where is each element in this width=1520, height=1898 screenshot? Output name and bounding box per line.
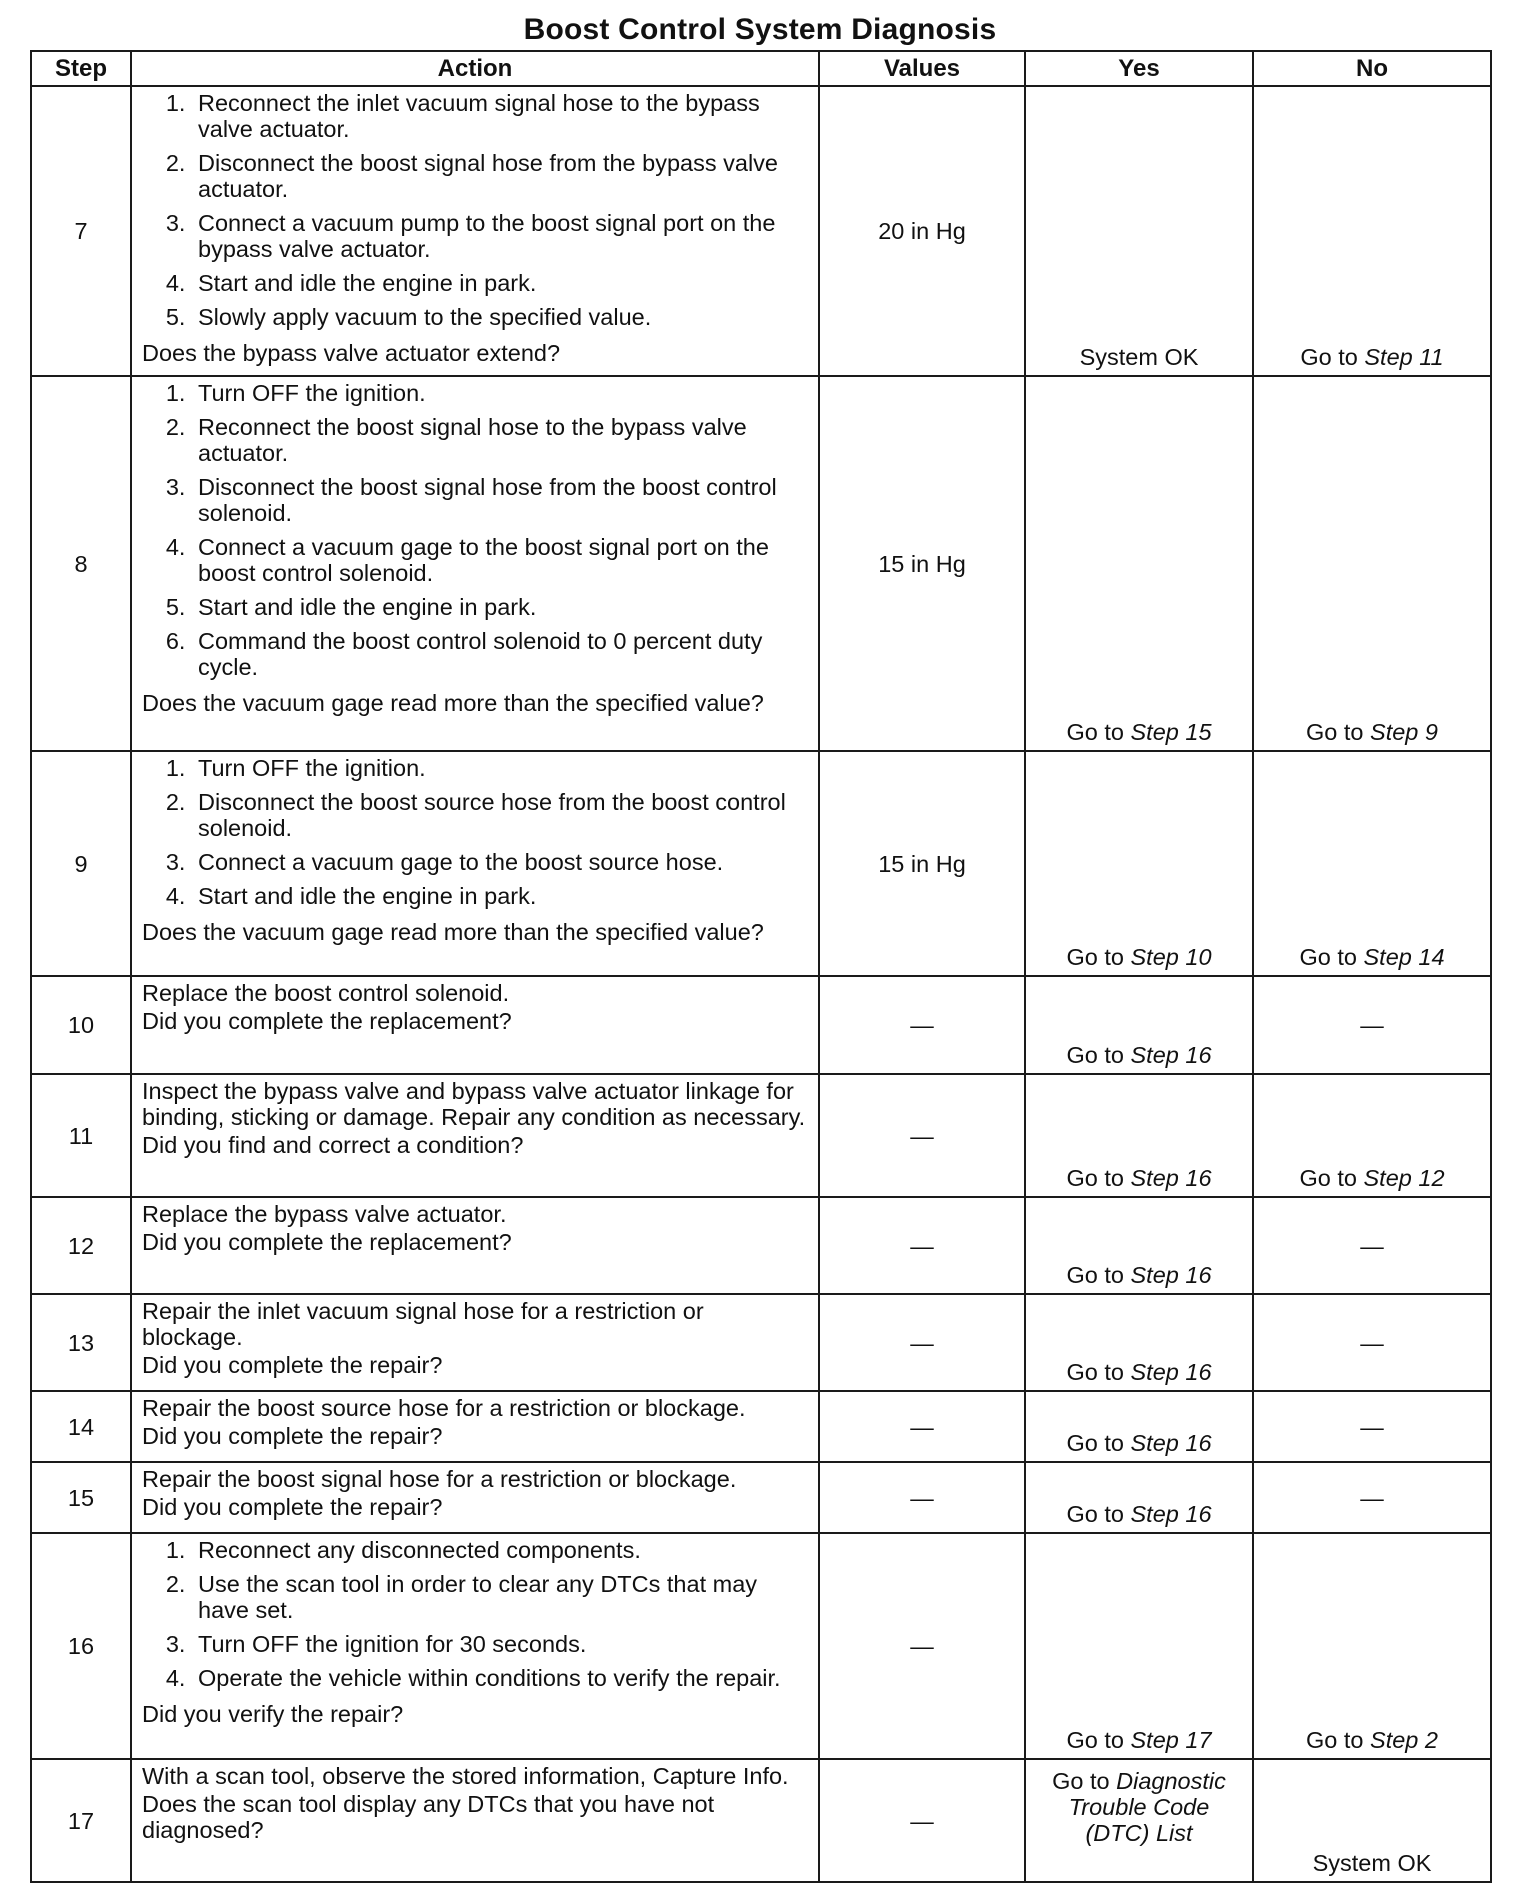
table-row: [31, 1391, 1491, 1462]
yes-prefix: Go to: [1052, 1768, 1117, 1794]
yes-prefix: Go to: [1066, 1359, 1131, 1385]
column-header-no: No: [1253, 51, 1491, 86]
action-step: 2. Disconnect the boost source hose from the boost control solenoid.: [192, 789, 810, 841]
action-cell: [131, 1197, 819, 1294]
no-step-link: Step 9: [1370, 719, 1438, 745]
yes-cell: [1025, 976, 1253, 1074]
yes-prefix: Go to: [1066, 1262, 1131, 1288]
action-cell: [131, 1759, 819, 1882]
no-step-link: Step 14: [1363, 944, 1445, 970]
yes-prefix: Go to: [1066, 944, 1131, 970]
action-question: Did you complete the repair?: [142, 1494, 443, 1520]
no-cell: [1253, 1074, 1491, 1197]
diagnosis-table: [30, 50, 1492, 1883]
action-step: 2. Disconnect the boost signal hose from the bypass valve actuator.: [192, 150, 810, 202]
action-question: Does the vacuum gage read more than the specified value?: [142, 690, 764, 716]
action-cell: [131, 1074, 819, 1197]
value-cell: 15 in Hg: [819, 751, 1025, 976]
no-cell: —: [1253, 1197, 1491, 1294]
yes-cell: [1025, 1462, 1253, 1533]
action-cell: [131, 751, 819, 976]
yes-prefix: Go to: [1066, 1501, 1131, 1527]
action-steps: [142, 755, 810, 917]
action-cell: [131, 1533, 819, 1759]
yes-prefix: Go to: [1066, 719, 1131, 745]
table-row: [31, 1294, 1491, 1391]
step-number: 13: [31, 1294, 131, 1391]
yes-cell: [1025, 751, 1253, 976]
yes-cell: [1025, 1074, 1253, 1197]
action-step: 5. Slowly apply vacuum to the specified value.: [192, 304, 810, 330]
yes-step-link: Step 10: [1130, 944, 1212, 970]
action-step: 1. Reconnect any disconnected components.: [192, 1537, 810, 1563]
step-number: 14: [31, 1391, 131, 1462]
action-step: 5. Start and idle the engine in park.: [192, 594, 810, 620]
action-step: 4. Connect a vacuum gage to the boost signal port on the boost control solenoid.: [192, 534, 810, 586]
value-cell: —: [819, 1533, 1025, 1759]
yes-cell: System OK: [1025, 86, 1253, 376]
yes-step-link: Step 16: [1130, 1359, 1212, 1385]
value-cell: —: [819, 976, 1025, 1074]
action-step: 4. Start and idle the engine in park.: [192, 883, 810, 909]
action-text: Repair the boost signal hose for a restriction or blockage.: [142, 1466, 737, 1492]
value-cell: —: [819, 1197, 1025, 1294]
yes-step-link: Step 16: [1130, 1262, 1212, 1288]
action-step: 1. Turn OFF the ignition.: [192, 755, 810, 781]
yes-prefix: Go to: [1066, 1430, 1131, 1456]
step-number: 16: [31, 1533, 131, 1759]
value-cell: —: [819, 1759, 1025, 1882]
no-step-link: Step 12: [1363, 1165, 1445, 1191]
step-number: 11: [31, 1074, 131, 1197]
action-text: With a scan tool, observe the stored information, Capture Info.: [142, 1763, 789, 1789]
column-header-values: Values: [819, 51, 1025, 86]
no-cell: —: [1253, 976, 1491, 1074]
action-cell: [131, 86, 819, 376]
action-step: 4. Start and idle the engine in park.: [192, 270, 810, 296]
action-text: Inspect the bypass valve and bypass valve actuator linkage for binding, sticking or damage. Repair any condition as necessary.: [142, 1078, 806, 1130]
action-cell: [131, 376, 819, 751]
yes-step-link: Step 16: [1130, 1042, 1212, 1068]
no-prefix: Go to: [1299, 944, 1364, 970]
step-number: 12: [31, 1197, 131, 1294]
action-question: Did you complete the replacement?: [142, 1229, 512, 1255]
action-cell: [131, 1462, 819, 1533]
action-step: 6. Command the boost control solenoid to 0 percent duty cycle.: [192, 628, 810, 680]
action-step: 3. Disconnect the boost signal hose from the boost control solenoid.: [192, 474, 810, 526]
action-steps: [142, 380, 810, 688]
no-cell: [1253, 376, 1491, 751]
no-cell: —: [1253, 1462, 1491, 1533]
action-text: Replace the bypass valve actuator.: [142, 1201, 507, 1227]
yes-step-link: Step 15: [1130, 719, 1212, 745]
no-cell: [1253, 751, 1491, 976]
column-header-action: Action: [131, 51, 819, 86]
document-title: Boost Control System Diagnosis: [523, 13, 997, 46]
action-question: Does the scan tool display any DTCs that you have not diagnosed?: [142, 1791, 715, 1843]
no-cell: —: [1253, 1294, 1491, 1391]
step-number: 17: [31, 1759, 131, 1882]
table-row: [31, 1462, 1491, 1533]
action-cell: [131, 1391, 819, 1462]
step-number: 8: [31, 376, 131, 751]
value-cell: —: [819, 1074, 1025, 1197]
no-step-link: Step 2: [1370, 1727, 1438, 1753]
no-prefix: Go to: [1306, 719, 1371, 745]
action-question: Did you find and correct a condition?: [142, 1132, 524, 1158]
yes-cell: [1025, 1197, 1253, 1294]
table-row: [31, 376, 1491, 751]
action-question: Did you complete the repair?: [142, 1352, 443, 1378]
table-row: [31, 976, 1491, 1074]
no-prefix: Go to: [1299, 1165, 1364, 1191]
action-text: Repair the boost source hose for a restriction or blockage.: [142, 1395, 746, 1421]
yes-cell: [1025, 1391, 1253, 1462]
no-prefix: Go to: [1306, 1727, 1371, 1753]
table-row: [31, 1759, 1491, 1882]
value-cell: —: [819, 1294, 1025, 1391]
action-text: Replace the boost control solenoid.: [142, 980, 510, 1006]
step-number: 10: [31, 976, 131, 1074]
action-question: Did you verify the repair?: [142, 1701, 404, 1727]
yes-step-link: Step 16: [1130, 1430, 1212, 1456]
value-cell: —: [819, 1391, 1025, 1462]
column-header-step: Step: [31, 51, 131, 86]
no-cell: [1253, 1533, 1491, 1759]
action-step: 3. Turn OFF the ignition for 30 seconds.: [192, 1631, 810, 1657]
yes-dtc-list-link: Diagnostic Trouble Code (DTC) List: [1068, 1768, 1226, 1846]
action-steps: [142, 1537, 810, 1699]
yes-prefix: Go to: [1066, 1727, 1131, 1753]
yes-step-link: Step 16: [1130, 1501, 1212, 1527]
value-cell: 20 in Hg: [819, 86, 1025, 376]
action-step: 2. Reconnect the boost signal hose to the bypass valve actuator.: [192, 414, 810, 466]
action-question: Did you complete the repair?: [142, 1423, 443, 1449]
action-step: 1. Turn OFF the ignition.: [192, 380, 810, 406]
no-step-link: Step 11: [1364, 344, 1444, 370]
table-row: [31, 1074, 1491, 1197]
action-question: Does the bypass valve actuator extend?: [142, 340, 561, 366]
action-question: Did you complete the replacement?: [142, 1008, 512, 1034]
action-step: 4. Operate the vehicle within conditions to verify the repair.: [192, 1665, 810, 1691]
yes-prefix: Go to: [1066, 1165, 1131, 1191]
action-steps: [142, 90, 810, 338]
action-cell: [131, 976, 819, 1074]
no-cell: [1253, 86, 1491, 376]
yes-cell: [1025, 1533, 1253, 1759]
yes-cell: [1025, 376, 1253, 751]
table-row: [31, 86, 1491, 376]
value-cell: 15 in Hg: [819, 376, 1025, 751]
step-number: 7: [31, 86, 131, 376]
yes-prefix: Go to: [1066, 1042, 1131, 1068]
no-cell: System OK: [1253, 1759, 1491, 1882]
table-row: [31, 751, 1491, 976]
yes-step-link: Step 16: [1130, 1165, 1212, 1191]
action-text: Repair the inlet vacuum signal hose for a restriction or blockage.: [142, 1298, 704, 1350]
yes-step-link: Step 17: [1130, 1727, 1212, 1753]
step-number: 15: [31, 1462, 131, 1533]
column-header-yes: Yes: [1025, 51, 1253, 86]
value-cell: —: [819, 1462, 1025, 1533]
step-number: 9: [31, 751, 131, 976]
table-row: [31, 1197, 1491, 1294]
action-cell: [131, 1294, 819, 1391]
table-row: [31, 1533, 1491, 1759]
table-header-row: [31, 51, 1491, 86]
yes-cell: [1025, 1759, 1253, 1882]
no-prefix: Go to: [1300, 344, 1365, 370]
action-step: 3. Connect a vacuum pump to the boost signal port on the bypass valve actuator.: [192, 210, 810, 262]
action-question: Does the vacuum gage read more than the specified value?: [142, 919, 764, 945]
action-step: 3. Connect a vacuum gage to the boost source hose.: [192, 849, 810, 875]
yes-cell: [1025, 1294, 1253, 1391]
no-cell: —: [1253, 1391, 1491, 1462]
action-step: 1. Reconnect the inlet vacuum signal hose to the bypass valve actuator.: [192, 90, 810, 142]
action-step: 2. Use the scan tool in order to clear any DTCs that may have set.: [192, 1571, 810, 1623]
